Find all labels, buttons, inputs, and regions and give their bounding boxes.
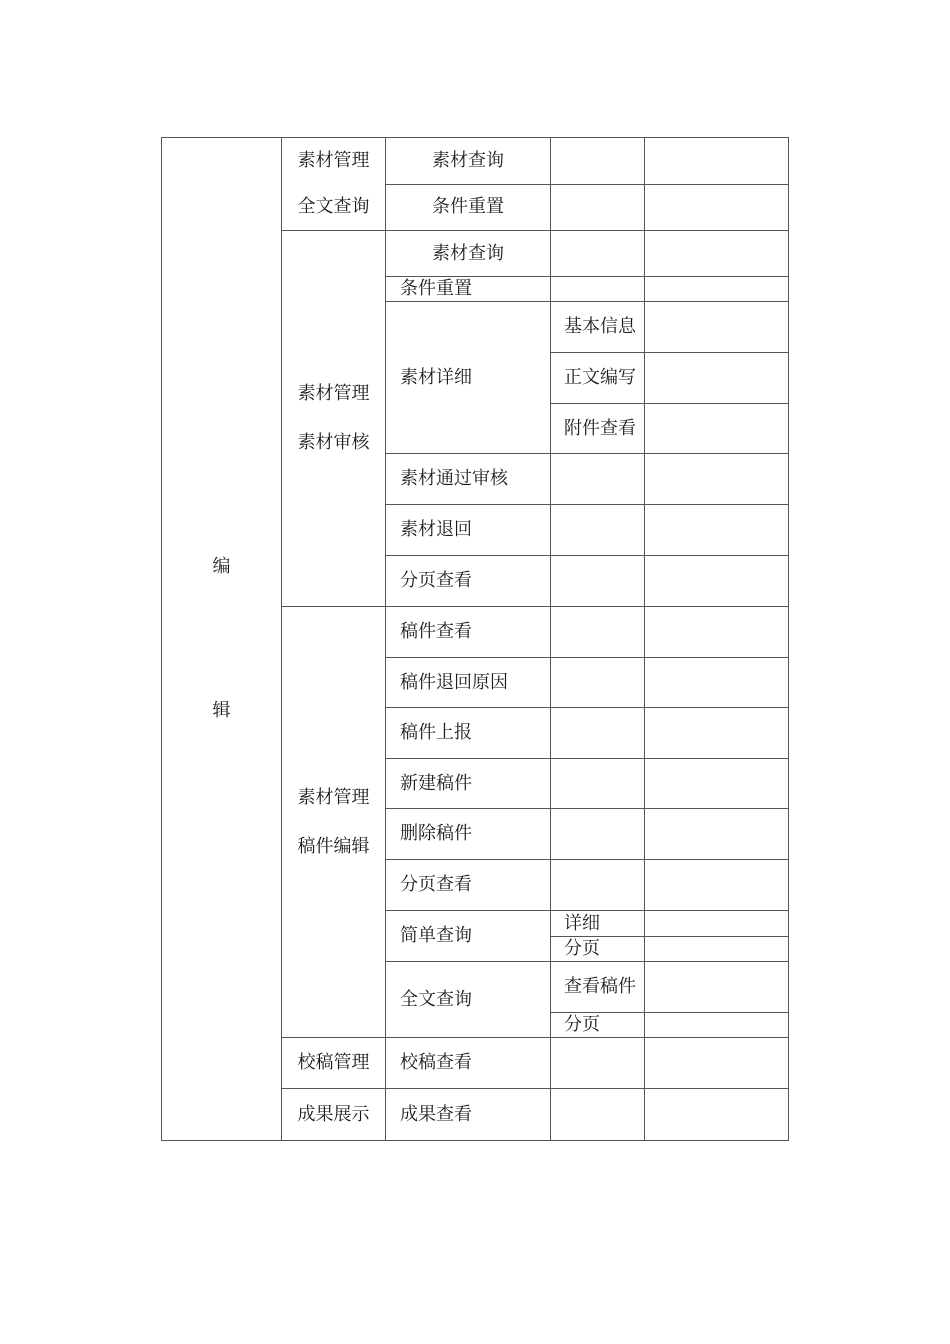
function-cell: 稿件上报 <box>386 708 551 759</box>
function-table <box>161 137 789 1141</box>
empty-cell <box>645 708 789 759</box>
empty-cell <box>645 302 789 353</box>
empty-cell <box>551 454 645 505</box>
empty-cell <box>645 184 789 231</box>
empty-cell <box>645 404 789 454</box>
function-cell: 素材查询 <box>386 138 551 185</box>
empty-cell <box>551 1089 645 1141</box>
empty-cell <box>645 860 789 911</box>
function-cell: 简单查询 <box>386 911 551 962</box>
empty-cell <box>551 708 645 759</box>
function-cell: 新建稿件 <box>386 759 551 809</box>
module-label-line1: 素材管理 <box>297 383 370 404</box>
empty-cell <box>645 556 789 607</box>
subfunction-cell <box>551 353 645 404</box>
empty-cell <box>645 809 789 860</box>
module-cell-draft-edit <box>282 607 386 1038</box>
empty-cell <box>551 231 645 277</box>
empty-cell <box>645 911 789 937</box>
empty-cell <box>551 184 645 231</box>
module-cell-review <box>282 231 386 607</box>
subfunction-label: 附件查看 <box>564 417 636 439</box>
subfunction-cell <box>551 911 645 937</box>
empty-cell <box>645 759 789 809</box>
module-label-line1: 素材管理 <box>297 150 370 171</box>
subfunction-label: 基本信息 <box>564 316 636 337</box>
subfunction-cell <box>551 1013 645 1038</box>
section-char-2: 辑 <box>212 700 231 721</box>
function-cell: 全文查询 <box>386 962 551 1038</box>
subfunction-label: 分页 <box>564 1014 600 1035</box>
empty-cell <box>551 556 645 607</box>
module-cell-proofread: 校稿管理 <box>282 1038 386 1089</box>
empty-cell <box>551 658 645 708</box>
empty-cell <box>645 277 789 302</box>
function-cell: 条件重置 <box>386 184 551 231</box>
function-cell: 素材退回 <box>386 505 551 556</box>
module-label-line2: 全文查询 <box>297 196 370 217</box>
empty-cell <box>645 353 789 404</box>
function-cell: 稿件查看 <box>386 607 551 658</box>
module-label-line2: 稿件编辑 <box>297 835 370 857</box>
function-cell: 分页查看 <box>386 860 551 911</box>
section-char-1: 编 <box>212 556 231 577</box>
empty-cell <box>645 505 789 556</box>
function-cell: 素材通过审核 <box>386 454 551 505</box>
empty-cell <box>645 658 789 708</box>
empty-cell <box>645 231 789 277</box>
function-cell: 稿件退回原因 <box>386 658 551 708</box>
empty-cell <box>551 607 645 658</box>
subfunction-label: 查看稿件 <box>564 976 636 997</box>
module-cell-results: 成果展示 <box>282 1089 386 1141</box>
empty-cell <box>551 860 645 911</box>
empty-cell <box>645 962 789 1013</box>
module-label-line1: 素材管理 <box>297 786 370 808</box>
empty-cell <box>645 1089 789 1141</box>
empty-cell <box>645 607 789 658</box>
empty-cell <box>551 1038 645 1089</box>
function-cell: 删除稿件 <box>386 809 551 860</box>
subfunction-label: 分页 <box>564 938 600 959</box>
function-cell: 成果查看 <box>386 1089 551 1141</box>
function-cell: 素材详细 <box>386 302 551 454</box>
empty-cell <box>645 1038 789 1089</box>
empty-cell <box>645 138 789 185</box>
subfunction-cell <box>551 937 645 962</box>
subfunction-cell <box>551 404 645 454</box>
empty-cell <box>551 809 645 860</box>
function-cell: 素材查询 <box>386 231 551 277</box>
empty-cell <box>551 505 645 556</box>
section-cell-edit <box>162 138 282 1141</box>
empty-cell <box>645 1013 789 1038</box>
subfunction-cell <box>551 962 645 1013</box>
subfunction-label: 详细 <box>564 912 600 934</box>
empty-cell <box>645 454 789 505</box>
empty-cell <box>551 277 645 302</box>
empty-cell <box>645 937 789 962</box>
empty-cell <box>551 138 645 185</box>
empty-cell <box>551 759 645 809</box>
subfunction-label: 正文编写 <box>564 367 636 388</box>
module-cell-fulltext <box>282 138 386 231</box>
function-cell: 分页查看 <box>386 556 551 607</box>
function-cell: 条件重置 <box>386 277 551 302</box>
function-cell: 校稿查看 <box>386 1038 551 1089</box>
module-label-line2: 素材审核 <box>297 432 370 453</box>
subfunction-cell <box>551 302 645 353</box>
